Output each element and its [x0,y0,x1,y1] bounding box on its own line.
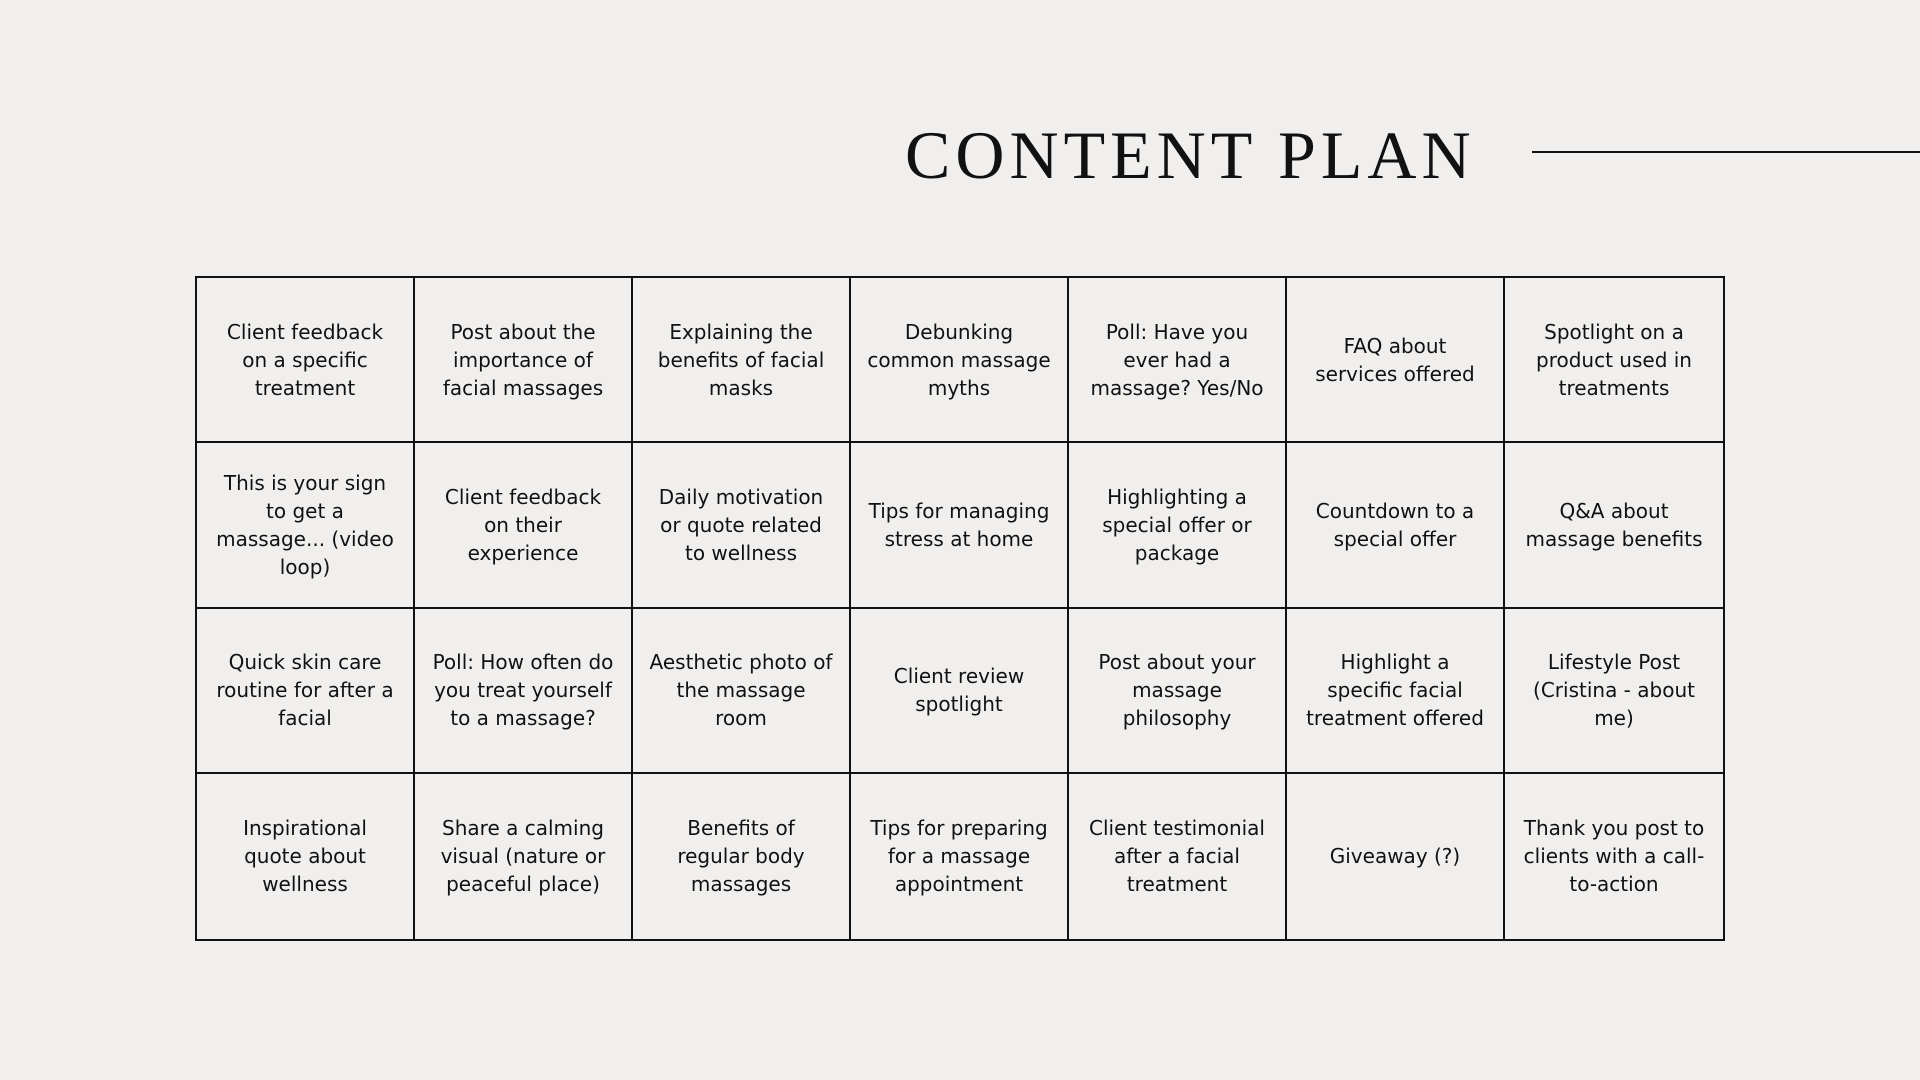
grid-cell: Share a calming visual (nature or peaceful place) [415,774,633,939]
grid-cell: Daily motivation or quote related to wellness [633,443,851,608]
grid-cell: Tips for preparing for a massage appointment [851,774,1069,939]
grid-cell: Spotlight on a product used in treatments [1505,278,1723,443]
grid-cell: Explaining the benefits of facial masks [633,278,851,443]
grid-cell: Giveaway (?) [1287,774,1505,939]
grid-cell: Post about your massage philosophy [1069,609,1287,774]
grid-cell: Quick skin care routine for after a facial [197,609,415,774]
page-title: CONTENT PLAN [905,117,1476,193]
grid-cell: Client feedback on their experience [415,443,633,608]
grid-cell: Client testimonial after a facial treatment [1069,774,1287,939]
grid-cell: Client review spotlight [851,609,1069,774]
title-divider-line [1532,151,1920,153]
grid-cell: Poll: How often do you treat yourself to a massage? [415,609,633,774]
grid-cell: Post about the importance of facial massages [415,278,633,443]
grid-cell: FAQ about services offered [1287,278,1505,443]
grid-cell: Poll: Have you ever had a massage? Yes/No [1069,278,1287,443]
grid-cell: Benefits of regular body massages [633,774,851,939]
grid-cell: Inspirational quote about wellness [197,774,415,939]
grid-cell: Thank you post to clients with a call-to-action [1523,816,1705,897]
grid-cell: Highlighting a special offer or package [1069,443,1287,608]
grid-cell: This is your sign to get a massage... (video loop) [197,443,415,608]
grid-cell: Q&A about massage benefits [1505,443,1723,608]
content-plan-grid [195,276,1725,941]
grid-cell: Debunking common massage myths [851,278,1069,443]
grid-cell: Aesthetic photo of the massage room [633,609,851,774]
grid-cell: Client feedback on a specific treatment [197,278,415,443]
grid-cell: Highlight a specific facial treatment offered [1287,609,1505,774]
grid-cell: Countdown to a special offer [1287,443,1505,608]
grid-cell: Lifestyle Post (Cristina - about me) [1505,609,1723,774]
grid-cell: Tips for managing stress at home [851,443,1069,608]
